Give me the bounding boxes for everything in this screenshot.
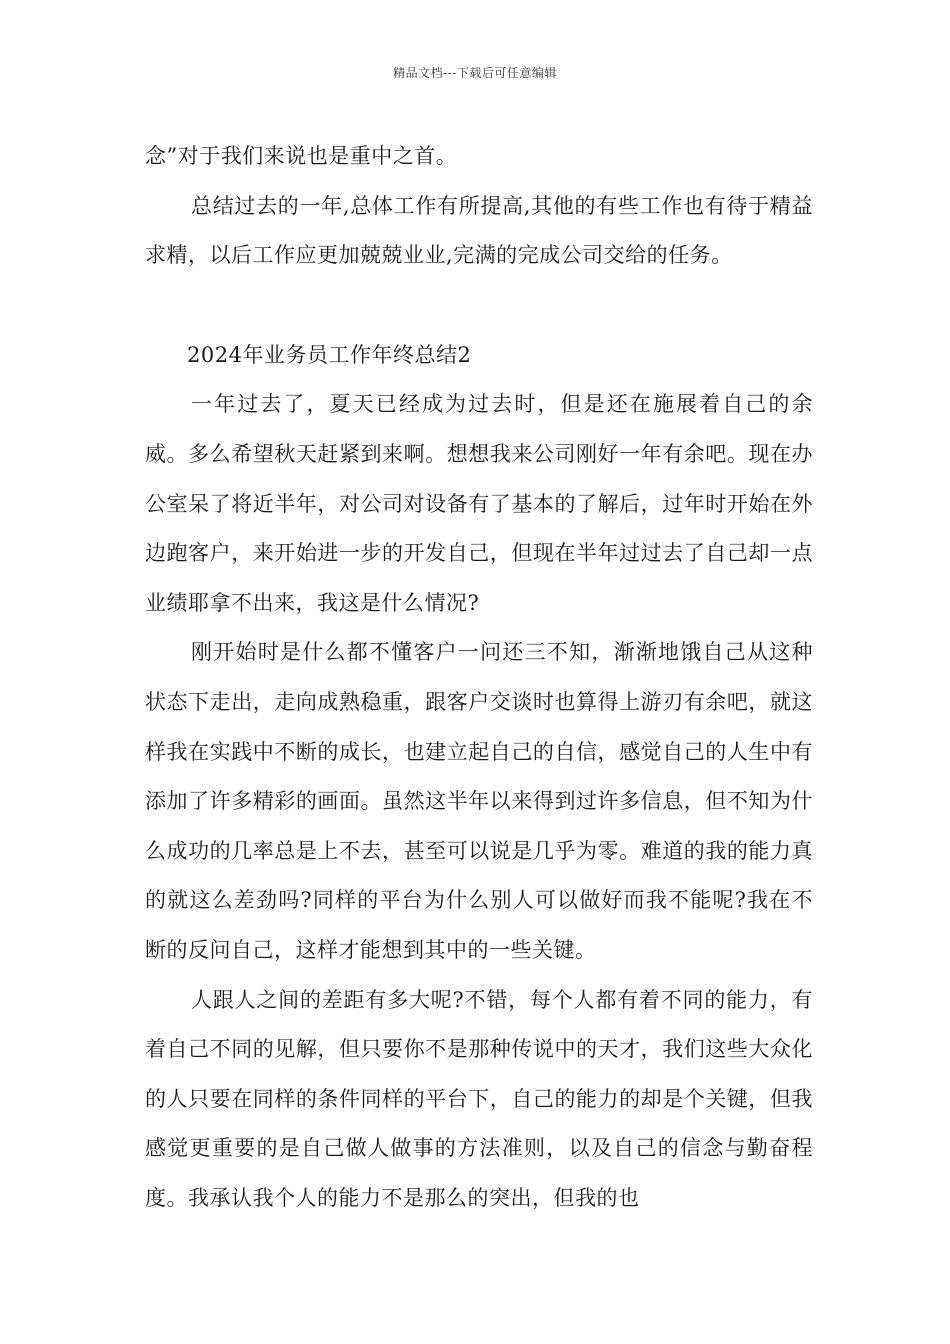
page-header: 精品文档---下载后可任意编辑 [393,66,557,80]
paragraph-gap [145,281,813,331]
section-heading: 2024年业务员工作年终总结2 [187,342,472,367]
paragraph-difference: 人跟人之间的差距有多大呢?不错，每个人都有着不同的能力，有着自己不同的见解，但只要你不是那种传说中的天才，我们这些大众化的人只要在同样的条件同样的平台下，自己的能力的却是个关键，但我感觉更重要的是自己做人做事的方法准则，以及自己的信念与勤奋程度。我承认我个人的能力不是那么的突出，但我的也 [145,987,813,1210]
paragraph-continuation: 念”对于我们来说也是重中之首。 [145,144,458,168]
paragraph-intro: 一年过去了，夏天已经成为过去时，但是还在施展着自己的余威。多么希望秋天赶紧到来啊。想想我来公司刚好一年有余吧。现在办公室呆了将近半年，对公司对设备有了基本的了解后，过年时开始在外边跑客户，来开始进一步的开发自己，但现在半年过过去了自己却一点业绩耶拿不出来，我这是什么情况? [145,392,813,615]
document-body [145,132,813,1223]
paragraph-growth: 刚开始时是什么都不懂客户一问还三不知，渐渐地饿自己从这种状态下走出，走向成熟稳重，跟客户交谈时也算得上游刃有余吧，就这样我在实践中不断的成长，也建立起自己的自信，感觉自己的人生中有添加了许多精彩的画面。虽然这半年以来得到过许多信息，但不知为什么成功的几率总是上不去，甚至可以说是几乎为零。难道的我的能力真的就这么差劲吗?同样的平台为什么别人可以做好而我不能呢?我在不断的反问自己，这样才能想到其中的一些关键。 [145,640,813,962]
paragraph-summary: 总结过去的一年,总体工作有所提高,其他的有些工作也有待于精益求精，以后工作应更加兢兢业业,完满的完成公司交给的任务。 [145,193,813,268]
